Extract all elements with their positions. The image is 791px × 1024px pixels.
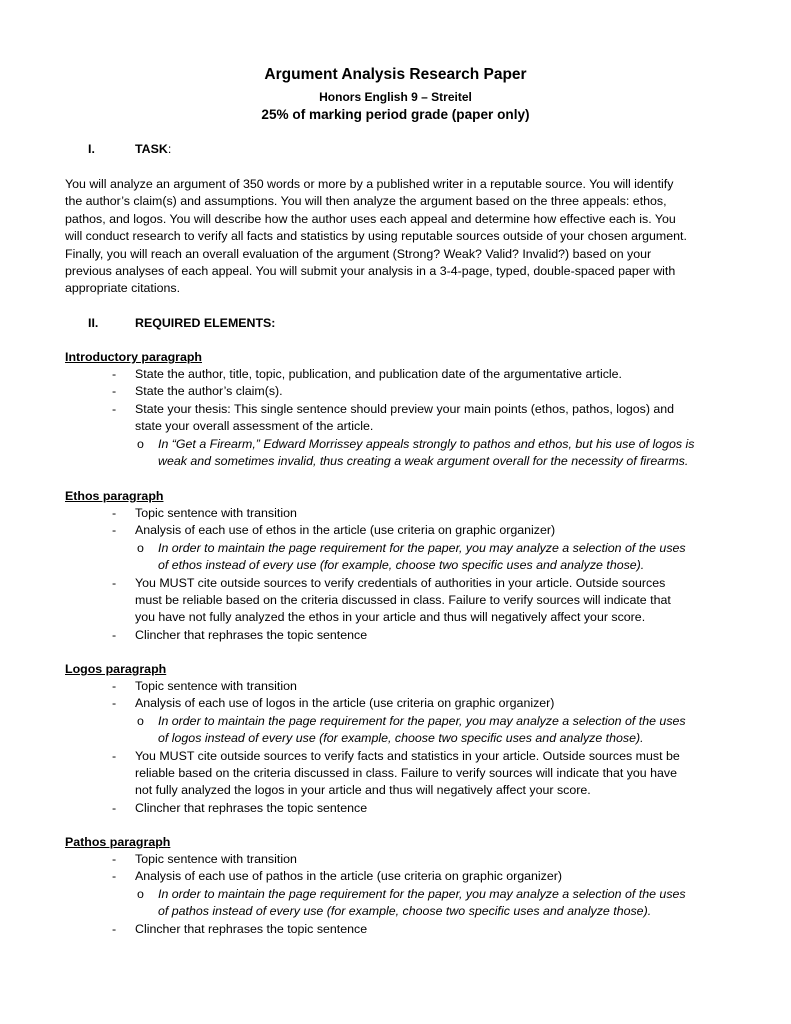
paragraph-line: previous analyses of each appeal. You will submit your analysis in a 3-4-page, typed, double-spaced paper with bbox=[65, 264, 676, 279]
example-sub-item bbox=[65, 436, 735, 471]
example-sub-item bbox=[65, 540, 735, 575]
section-heading-label: REQUIRED ELEMENTS: bbox=[135, 316, 276, 330]
list-item bbox=[65, 401, 735, 436]
item-line: of pathos instead of every use (for example, choose two specific uses and analyze those). bbox=[158, 904, 652, 919]
dash-bullet-icon: - bbox=[112, 401, 117, 416]
list-item bbox=[65, 800, 735, 817]
dash-bullet-icon: - bbox=[112, 679, 117, 693]
dash-bullet-icon: - bbox=[112, 696, 117, 711]
dash-bullet-icon: - bbox=[112, 869, 117, 884]
section-numeral: I. bbox=[88, 142, 95, 156]
item-line: reliable based on the criteria discussed in class. Failure to verify sources will indicate that you have bbox=[135, 766, 678, 781]
item-line: State your thesis: This single sentence should preview your main points (ethos, pathos, logos) and bbox=[135, 401, 675, 416]
list-item bbox=[65, 695, 735, 712]
dash-bullet-icon: - bbox=[112, 852, 117, 866]
list-item bbox=[65, 748, 735, 800]
item-line: Analysis of each use of logos in the article (use criteria on graphic organizer) bbox=[135, 696, 555, 711]
item-line: In order to maintain the page requirement for the paper, you may analyze a selection of the uses bbox=[158, 886, 686, 901]
dash-bullet-icon: - bbox=[112, 921, 117, 936]
list-item bbox=[65, 505, 735, 522]
list-item bbox=[65, 383, 735, 400]
grade-weight: 25% of marking period grade (paper only) bbox=[261, 107, 530, 122]
pathos-heading: Pathos paragraph bbox=[65, 835, 171, 849]
section-heading-label: TASK bbox=[135, 142, 168, 156]
item-line: State the author, title, topic, publication, and publication date of the argumentative article. bbox=[135, 367, 622, 381]
item-line: Clincher that rephrases the topic sentence bbox=[135, 627, 368, 642]
dash-bullet-icon: - bbox=[112, 575, 117, 590]
dash-bullet-icon: - bbox=[112, 523, 117, 538]
list-item bbox=[65, 868, 735, 885]
paragraph-line: appropriate citations. bbox=[65, 281, 181, 296]
item-line: Analysis of each use of ethos in the article (use criteria on graphic organizer) bbox=[135, 523, 556, 538]
task-paragraph bbox=[65, 176, 735, 298]
intro-list bbox=[65, 366, 735, 470]
circle-bullet-icon: o bbox=[137, 540, 144, 555]
item-line: Clincher that rephrases the topic sentence bbox=[135, 800, 368, 815]
section-required-heading bbox=[88, 315, 275, 332]
item-line: State the author’s claim(s). bbox=[135, 384, 283, 399]
item-line: Topic sentence with transition bbox=[135, 506, 297, 520]
pathos-list bbox=[65, 851, 735, 938]
list-item bbox=[65, 522, 735, 539]
document-subtitle: Honors English 9 – Streitel bbox=[319, 90, 472, 104]
item-line: weak and sometimes invalid, thus creating a weak argument overall for the necessity of firearms. bbox=[158, 454, 689, 469]
dash-bullet-icon: - bbox=[112, 748, 117, 763]
list-item bbox=[65, 366, 735, 383]
dash-bullet-icon: - bbox=[112, 506, 117, 520]
heading-colon: : bbox=[167, 142, 172, 156]
document-title: Argument Analysis Research Paper bbox=[264, 66, 527, 83]
item-line: In order to maintain the page requirement for the paper, you may analyze a selection of the uses bbox=[158, 540, 686, 555]
list-item bbox=[65, 851, 735, 868]
logos-heading: Logos paragraph bbox=[65, 662, 167, 676]
item-line: not fully analyzed the logos in your article and thus will negatively affect your score. bbox=[135, 783, 591, 798]
paragraph-line: pathos, and logos. You will describe how the author uses each appeal and determine how effective each is. You bbox=[65, 211, 676, 226]
circle-bullet-icon: o bbox=[137, 886, 144, 901]
item-line: In order to maintain the page requirement for the paper, you may analyze a selection of the uses bbox=[158, 713, 686, 728]
item-line: Clincher that rephrases the topic sentence bbox=[135, 921, 368, 936]
section-task-heading bbox=[88, 141, 171, 158]
list-item bbox=[65, 627, 735, 644]
item-line: In “Get a Firearm,” Edward Morrissey appeals strongly to pathos and ethos, but his use of logos is bbox=[158, 436, 695, 451]
example-sub-item bbox=[65, 713, 735, 748]
list-item bbox=[65, 678, 735, 695]
circle-bullet-icon: o bbox=[137, 713, 144, 728]
dash-bullet-icon: - bbox=[112, 367, 117, 381]
paragraph-line: will conduct research to verify all facts and statistics by using reputable sources outside of your chosen argument. bbox=[65, 229, 687, 244]
item-line: must be reliable based on the criteria discussed in class. Failure to verify sources will indicate that bbox=[135, 593, 671, 608]
item-line: state your overall assessment of the article. bbox=[135, 419, 374, 434]
paragraph-line: You will analyze an argument of 350 words or more by a published writer in a reputable source. You will identify bbox=[65, 177, 674, 191]
item-line: you have not fully analyzed the ethos in your article and thus will negatively affect your score. bbox=[135, 610, 646, 625]
paragraph-line: Finally, you will reach an overall evaluation of the argument (Strong? Weak? Valid? Invalid?) based on your bbox=[65, 246, 652, 261]
item-line: Topic sentence with transition bbox=[135, 852, 297, 866]
circle-bullet-icon: o bbox=[137, 436, 144, 451]
ethos-list bbox=[65, 505, 735, 644]
item-line: of logos instead of every use (for example, choose two specific uses and analyze those). bbox=[158, 731, 644, 746]
dash-bullet-icon: - bbox=[112, 800, 117, 815]
example-sub-item bbox=[65, 886, 735, 921]
list-item bbox=[65, 921, 735, 938]
item-line: You MUST cite outside sources to verify facts and statistics in your article. Outside sources must be bbox=[135, 748, 680, 763]
item-line: of ethos instead of every use (for example, choose two specific uses and analyze those). bbox=[158, 558, 645, 573]
intro-heading: Introductory paragraph bbox=[65, 350, 202, 364]
item-line: Topic sentence with transition bbox=[135, 679, 297, 693]
section-numeral: II. bbox=[88, 316, 99, 330]
ethos-heading: Ethos paragraph bbox=[65, 489, 164, 503]
logos-list bbox=[65, 678, 735, 817]
item-line: You MUST cite outside sources to verify credentials of authorities in your article. Outside sources bbox=[135, 575, 666, 590]
list-item bbox=[65, 575, 735, 627]
item-line: Analysis of each use of pathos in the article (use criteria on graphic organizer) bbox=[135, 869, 563, 884]
dash-bullet-icon: - bbox=[112, 627, 117, 642]
paragraph-line: the author’s claim(s) and assumptions. You will then analyze the argument based on the three appeals: ethos, bbox=[65, 194, 667, 209]
dash-bullet-icon: - bbox=[112, 384, 117, 399]
